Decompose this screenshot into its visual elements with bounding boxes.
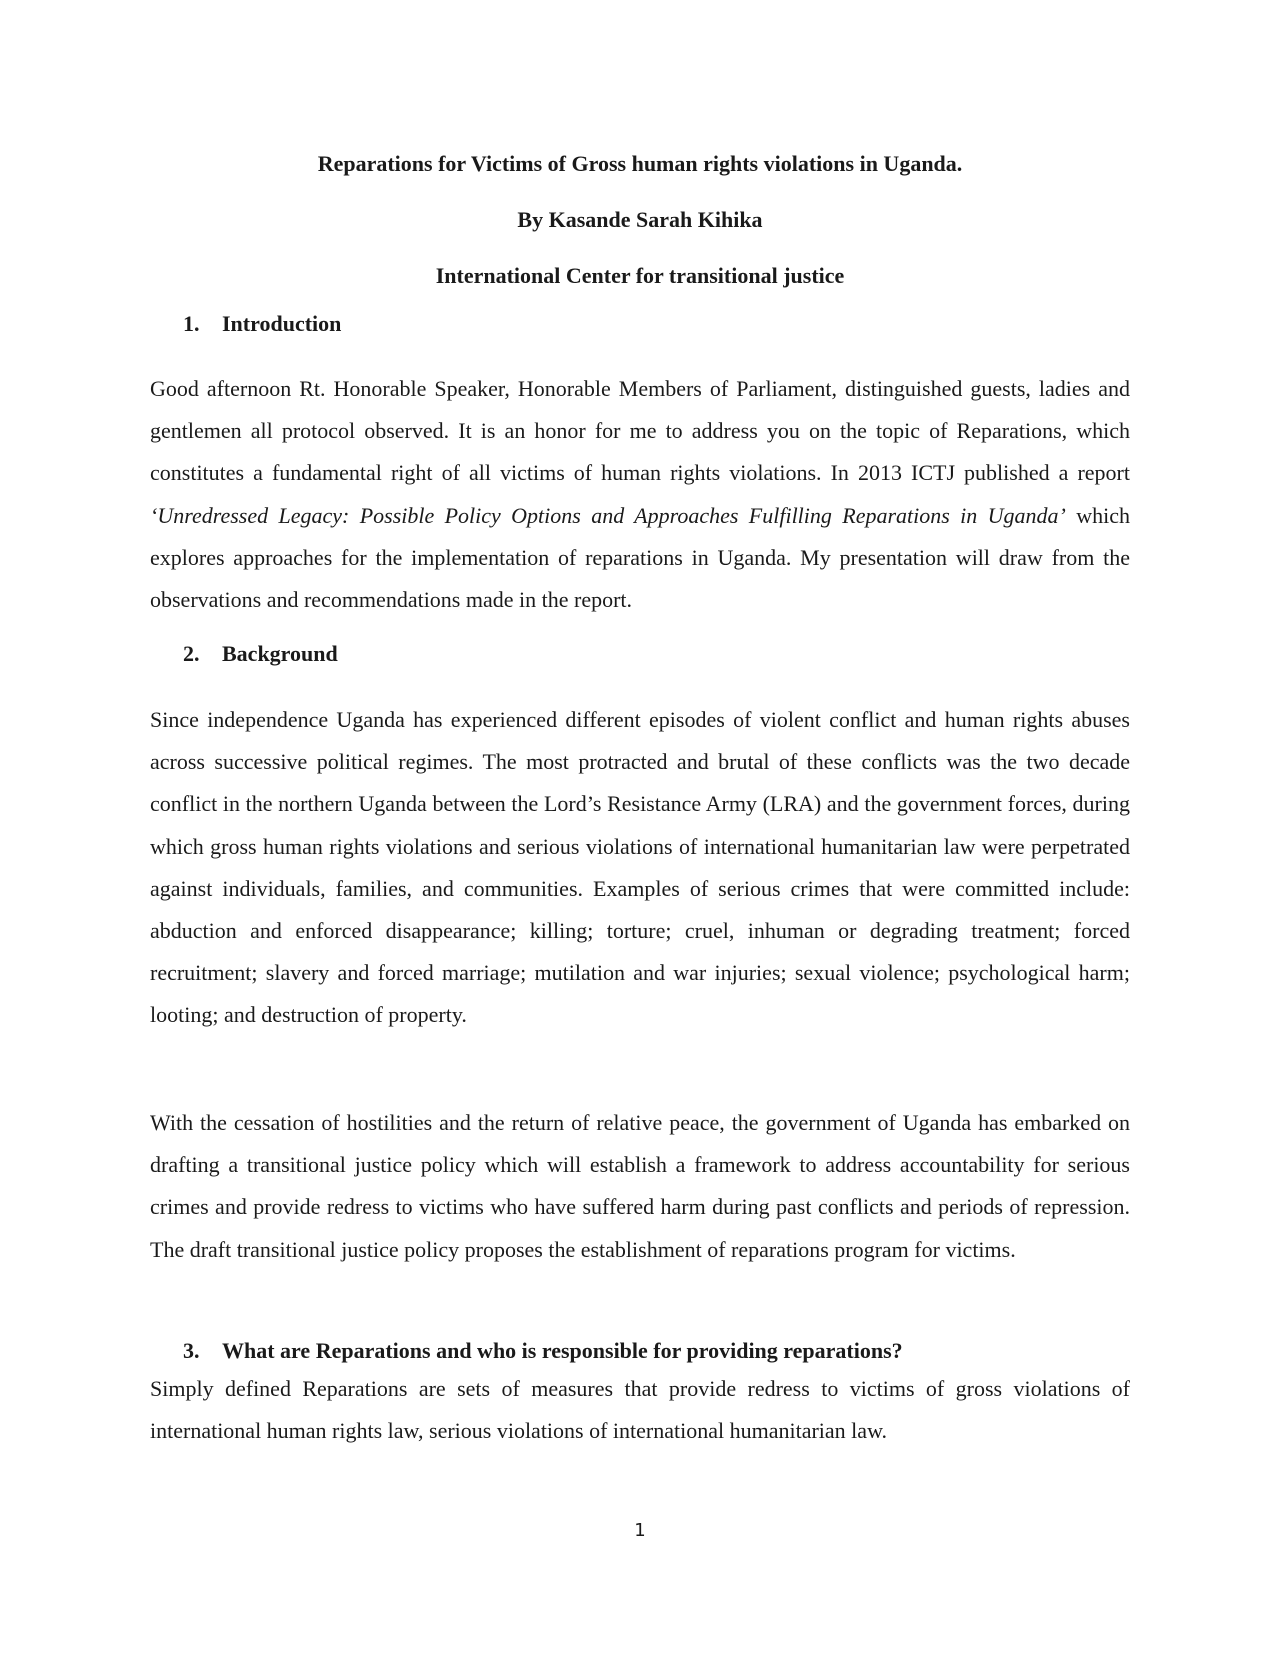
section-heading-background: [183, 640, 338, 668]
introduction-paragraph: [150, 368, 1130, 621]
document-author: By Kasande Sarah Kihika: [517, 207, 763, 232]
section-heading-introduction: [183, 310, 341, 338]
document-organization: International Center for transitional justice: [435, 263, 845, 288]
section-number: 2.: [183, 641, 200, 666]
background-paragraph-2: With the cessation of hostilities and the return of relative peace, the government of Uganda has embarked on drafting a transitional justice policy which will establish a framework to address accountability for serious crimes and provide redress to victims who have suffered harm during past conflicts and periods of repression. The draft transitional justice policy proposes the establishment of reparations program for victims.: [150, 1110, 1130, 1262]
section-title: Introduction: [222, 311, 342, 336]
section-number: 1.: [183, 311, 200, 336]
page-number: 1: [634, 1520, 646, 1541]
section-title: What are Reparations and who is responsible for providing reparations?: [222, 1338, 903, 1363]
document-title: Reparations for Victims of Gross human rights violations in Uganda.: [317, 151, 963, 176]
section-heading-reparations: [183, 1337, 903, 1365]
reparations-paragraph: Simply defined Reparations are sets of measures that provide redress to victims of gross violations of international human rights law, serious violations of international humanitarian law.: [150, 1376, 1130, 1444]
section-title: Background: [222, 641, 338, 666]
introduction-text-end: which explores approaches for the implementation of reparations in Uganda. My presentation will draw from the observations and recommendations made in the report.: [150, 502, 1131, 613]
background-paragraph-1: Since independence Uganda has experienced different episodes of violent conflict and human rights abuses across successive political regimes. The most protracted and brutal of these conflicts was the two decade conflict in the northern Uganda between the Lord’s Resistance Army (LRA) and the government forces, during which gross human rights violations and serious violations of international humanitarian law were perpetrated against individuals, families, and communities. Examples of serious crimes that were committed include: abduction and enforced disappearance; killing; torture; cruel, inhuman or degrading treatment; forced recruitment; slavery and forced marriage; mutilation and war injuries; sexual violence; psychological harm; looting; and destruction of property.: [150, 707, 1130, 1028]
report-title-italic: ‘Unredressed Legacy: Possible Policy Options and Approaches Fulfilling Reparations in Uganda’: [150, 502, 1066, 528]
section-number: 3.: [183, 1338, 200, 1363]
introduction-text-start: Good afternoon Rt. Honorable Speaker, Honorable Members of Parliament, distinguished guests, ladies and gentlemen all protocol observed. It is an honor for me to address you on the topic of Reparations, which constitutes a fundamental right of all victims of human rights violations. In 2013 ICTJ published a report: [150, 376, 1130, 486]
